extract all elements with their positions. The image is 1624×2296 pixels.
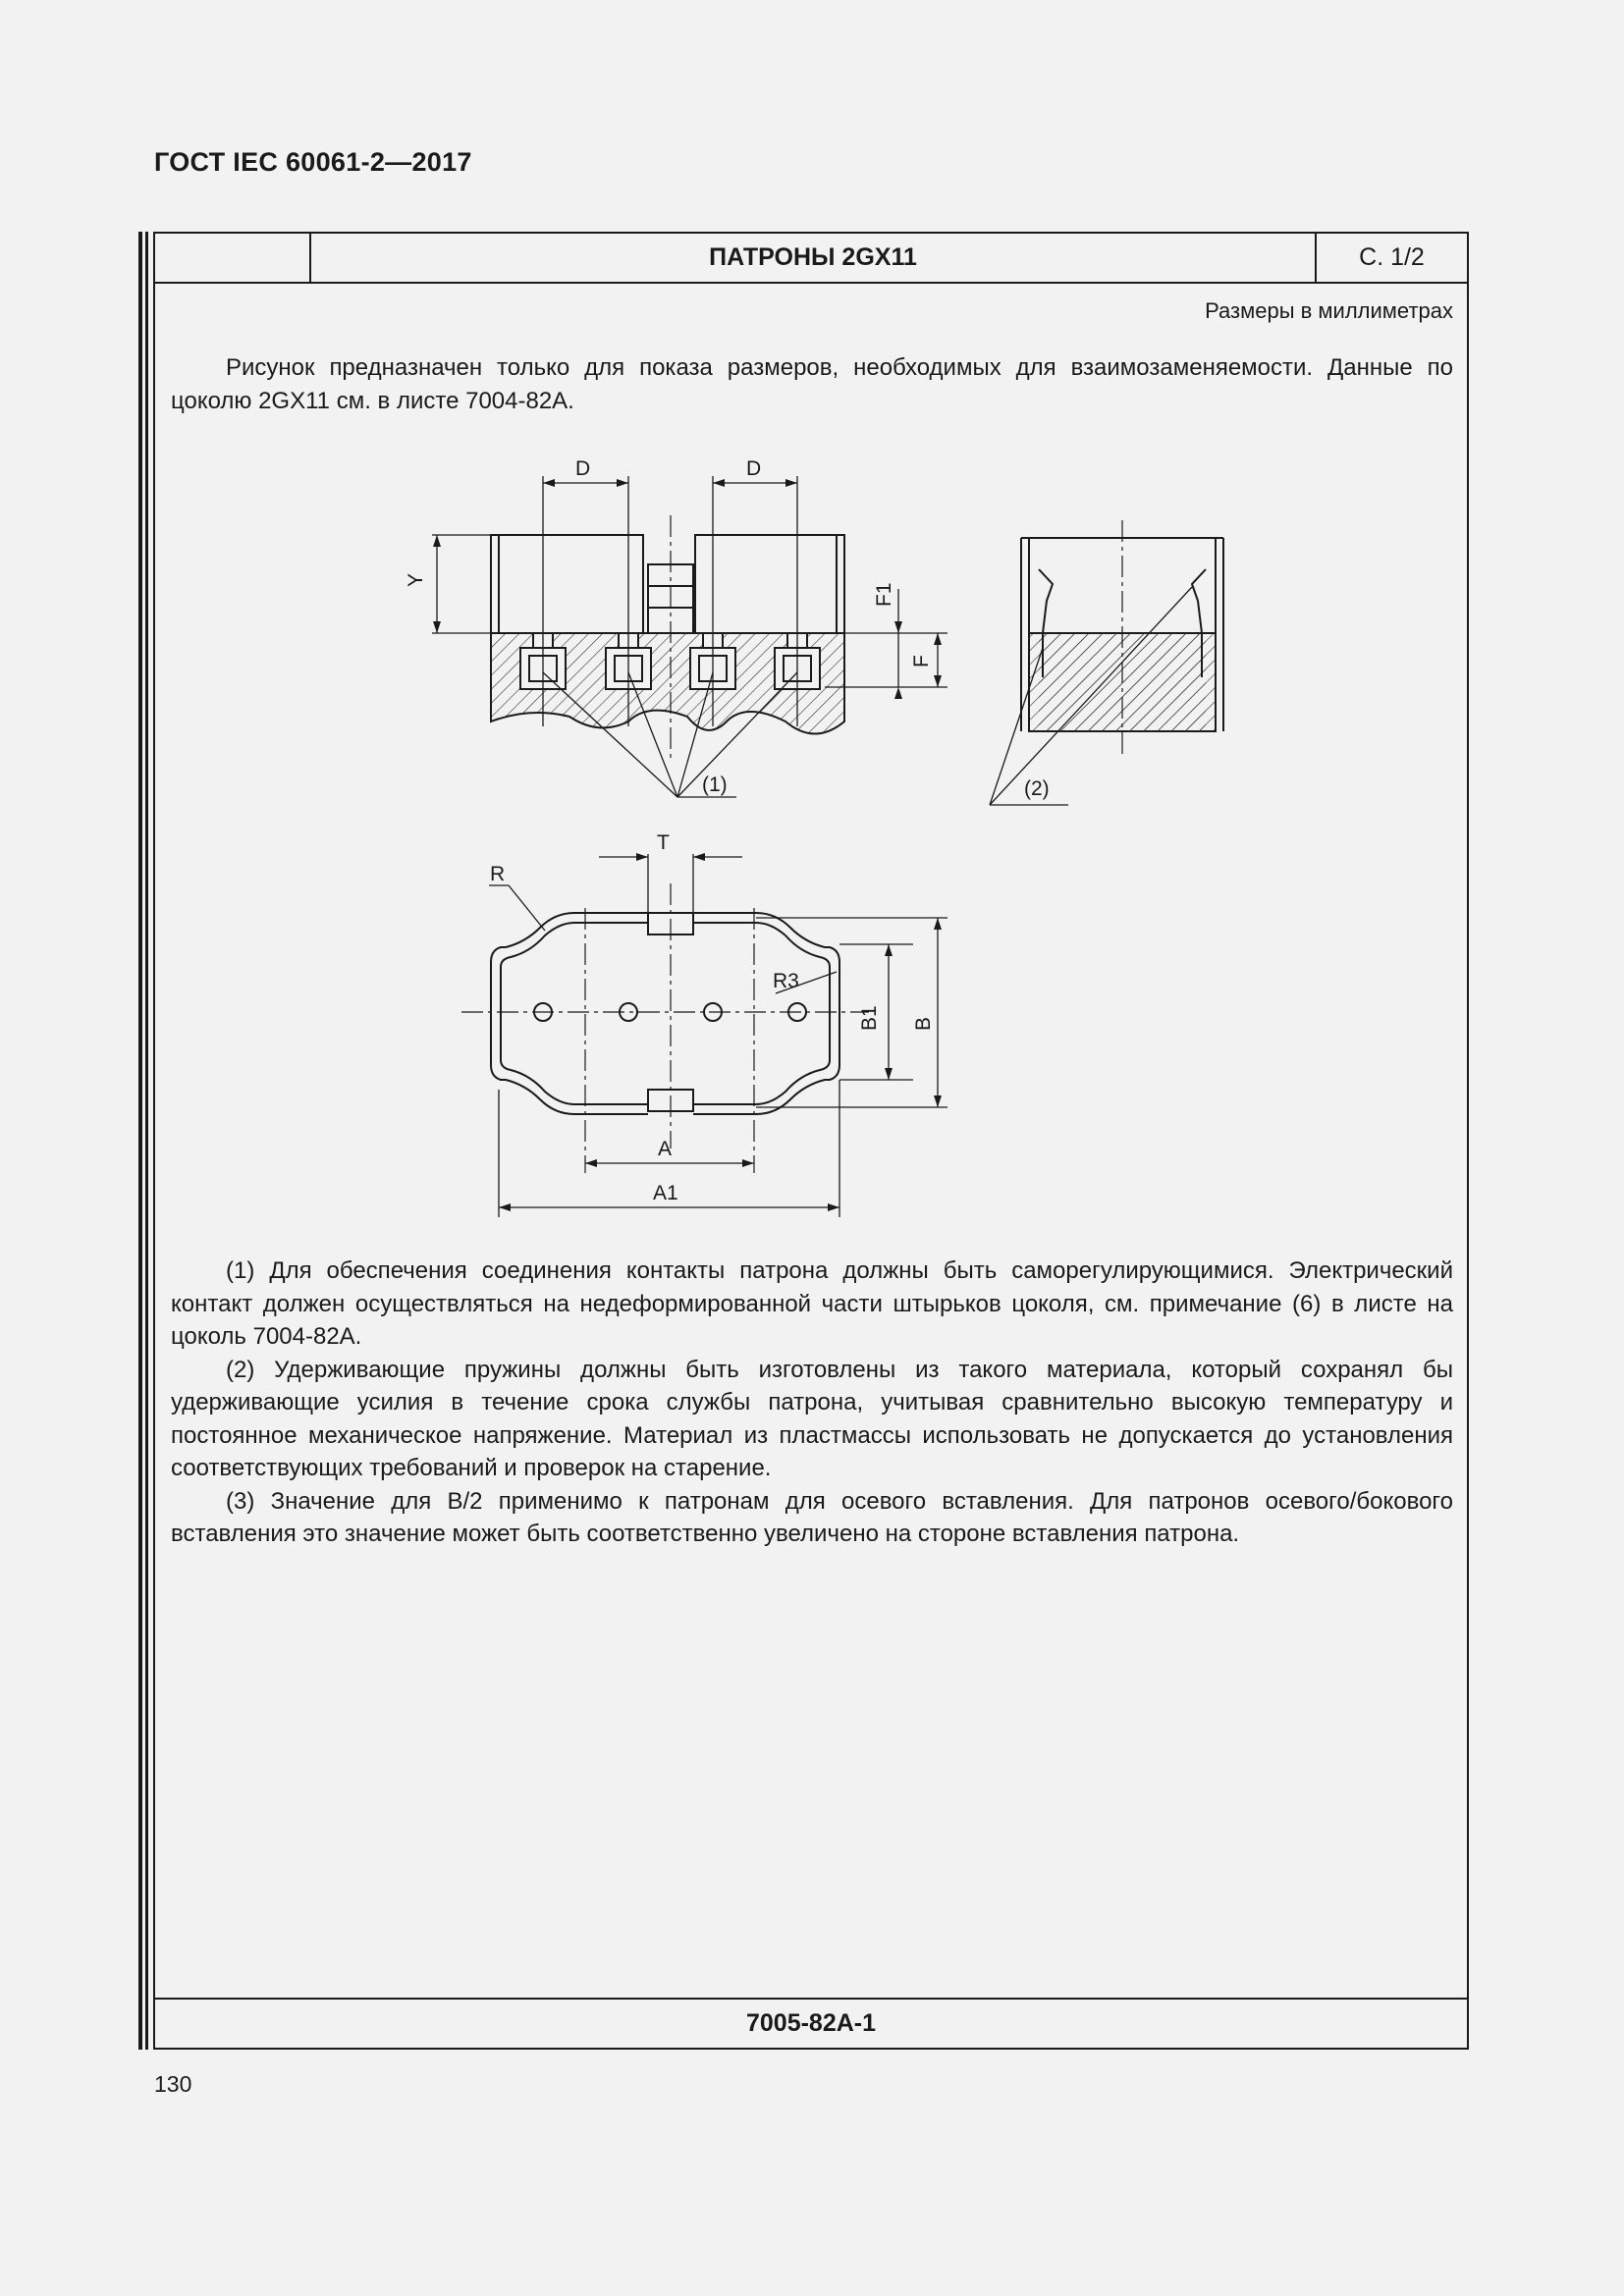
units-note: Размеры в миллиметрах xyxy=(1205,298,1453,323)
upper-block-right xyxy=(695,535,844,633)
page-number: 130 xyxy=(154,2071,192,2097)
label-t: T xyxy=(657,831,670,854)
label-r: R xyxy=(490,863,506,885)
label-a1: A1 xyxy=(653,1182,678,1204)
sheet-number: 7005-82А-1 xyxy=(155,1998,1467,2048)
sheet-title: ПАТРОНЫ 2GX11 xyxy=(311,234,1317,282)
holder-outline-outer xyxy=(491,913,839,1114)
front-section-view xyxy=(432,476,947,797)
note-3: (3) Значение для В/2 применимо к патронам для осевого вставления. Для патронов осевого/бокового вставления это значение может быть соответственно увеличено на стороне вставления патрона. xyxy=(171,1487,1453,1547)
sheet-page: С. 1/2 xyxy=(1359,243,1425,271)
document-code: ГОСТ IEC 60061-2—2017 xyxy=(154,147,472,177)
label-a: A xyxy=(658,1138,673,1160)
side-section-view xyxy=(990,520,1223,805)
label-note-1: (1) xyxy=(702,774,728,796)
label-d-right: D xyxy=(746,457,762,480)
top-view xyxy=(461,854,947,1217)
label-note-2: (2) xyxy=(1024,777,1050,800)
label-b1: B1 xyxy=(858,1005,881,1031)
label-f1: F1 xyxy=(873,582,895,607)
label-y: Y xyxy=(405,572,427,587)
label-b: B xyxy=(912,1016,935,1031)
holder-outline-inner xyxy=(501,923,830,1104)
label-r3: R3 xyxy=(773,970,799,992)
upper-block-left xyxy=(491,535,643,633)
label-d-left: D xyxy=(575,457,591,480)
intro-paragraph: Рисунок предназначен только для показа размеров, необходимых для взаимозаменяемости. Данные по цоколю 2GX11 см. в листе 7004-82А. xyxy=(171,354,1453,414)
label-f: F xyxy=(910,655,933,667)
note-2: (2) Удерживающие пружины должны быть изготовлены из такого материала, который сохранял бы удерживающие усилия в течение срока службы патрона, учитывая сравнительно высокую температуру и постоянное механическое напряжение. Материал из пластмассы использовать не допускается до установления соответствующих требований и проверок на старение. xyxy=(171,1356,1453,1481)
note-1: (1) Для обеспечения соединения контакты патрона должны быть саморегулирующимися. Электрический контакт должен осуществляться на недеформированной части штырьков цоколя, см. примечание (6) в листе на цоколь 7004-82А. xyxy=(171,1257,1453,1350)
